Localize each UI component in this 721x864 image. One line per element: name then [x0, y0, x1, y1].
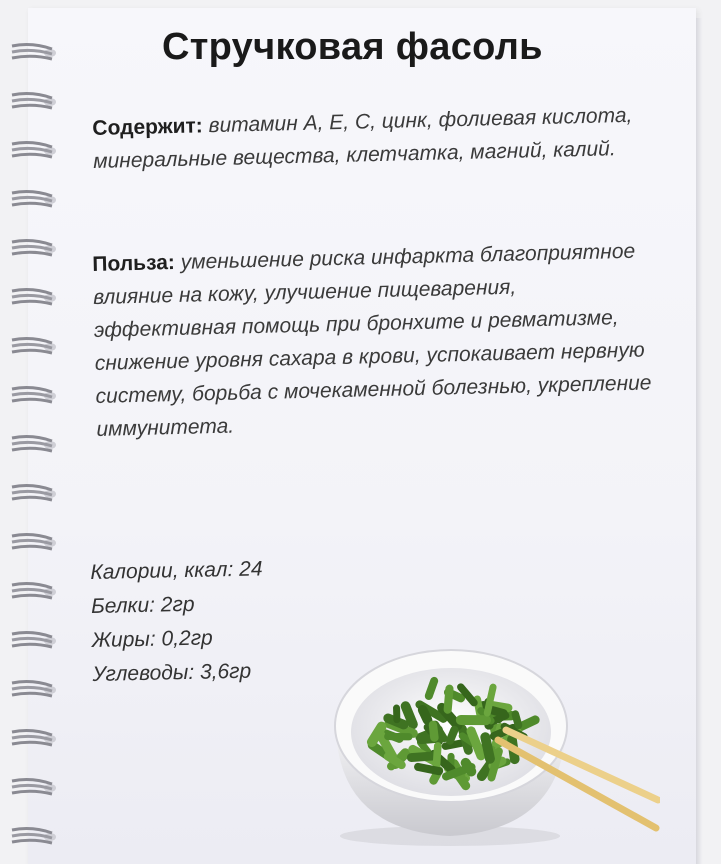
spiral-ring-icon: [8, 824, 66, 850]
green-bean-piece: [411, 756, 436, 758]
spiral-ring-icon: [8, 677, 66, 703]
protein-line: Белки: 2гр: [90, 592, 195, 618]
green-bean-piece: [429, 681, 434, 696]
benefit-text: уменьшение риска инфаркта благоприятное влияние на кожу, улучшение пищеварения, эффективная помощь при бронхите и ревматизме, снижение уровня сахара в крови, успокаивает нервную систему, борьба с мочекаменной болезнью, укрепление иммунитета.: [92, 239, 652, 441]
contains-paragraph: [92, 98, 653, 178]
green-bean-piece: [436, 746, 437, 766]
spiral-ring-icon: [8, 775, 66, 801]
spiral-ring-icon: [8, 89, 66, 115]
green-bean-piece: [448, 689, 450, 710]
green-bean-piece: [433, 725, 434, 738]
spiral-ring-icon: [8, 726, 66, 752]
green-bean-piece: [423, 710, 428, 720]
green-bean-piece: [418, 767, 439, 771]
spiral-ring-icon: [8, 579, 66, 605]
benefit-label: Польза:: [92, 250, 176, 276]
spiral-binding: [0, 0, 80, 864]
spiral-ring-icon: [8, 285, 66, 311]
spiral-ring-icon: [8, 187, 66, 213]
spiral-ring-icon: [8, 236, 66, 262]
benefit-paragraph: [92, 234, 657, 446]
fat-line: Жиры: 0,2гр: [91, 626, 213, 652]
spiral-ring-icon: [8, 481, 66, 507]
bowl-of-green-beans-image: [320, 630, 660, 850]
spiral-ring-icon: [8, 334, 66, 360]
green-bean-piece: [450, 730, 454, 741]
spiral-ring-icon: [8, 40, 66, 66]
green-bean-piece: [491, 710, 503, 713]
green-bean-piece: [485, 737, 490, 759]
spiral-ring-icon: [8, 138, 66, 164]
spiral-ring-icon: [8, 383, 66, 409]
spiral-ring-icon: [8, 432, 66, 458]
contains-label: Содержит:: [92, 114, 204, 140]
calories-line: Калории, ккал: 24: [90, 557, 263, 584]
spiral-ring-icon: [8, 530, 66, 556]
spiral-ring-icon: [8, 628, 66, 654]
carbs-line: Углеводы: 3,6гр: [92, 659, 252, 686]
page-title: Стручковая фасоль: [162, 26, 543, 68]
green-bean-piece: [515, 714, 518, 725]
contains-text: витамин А, Е, С, цинк, фолиевая кислота, минеральные вещества, клетчатка, магний, калий.: [92, 103, 633, 173]
